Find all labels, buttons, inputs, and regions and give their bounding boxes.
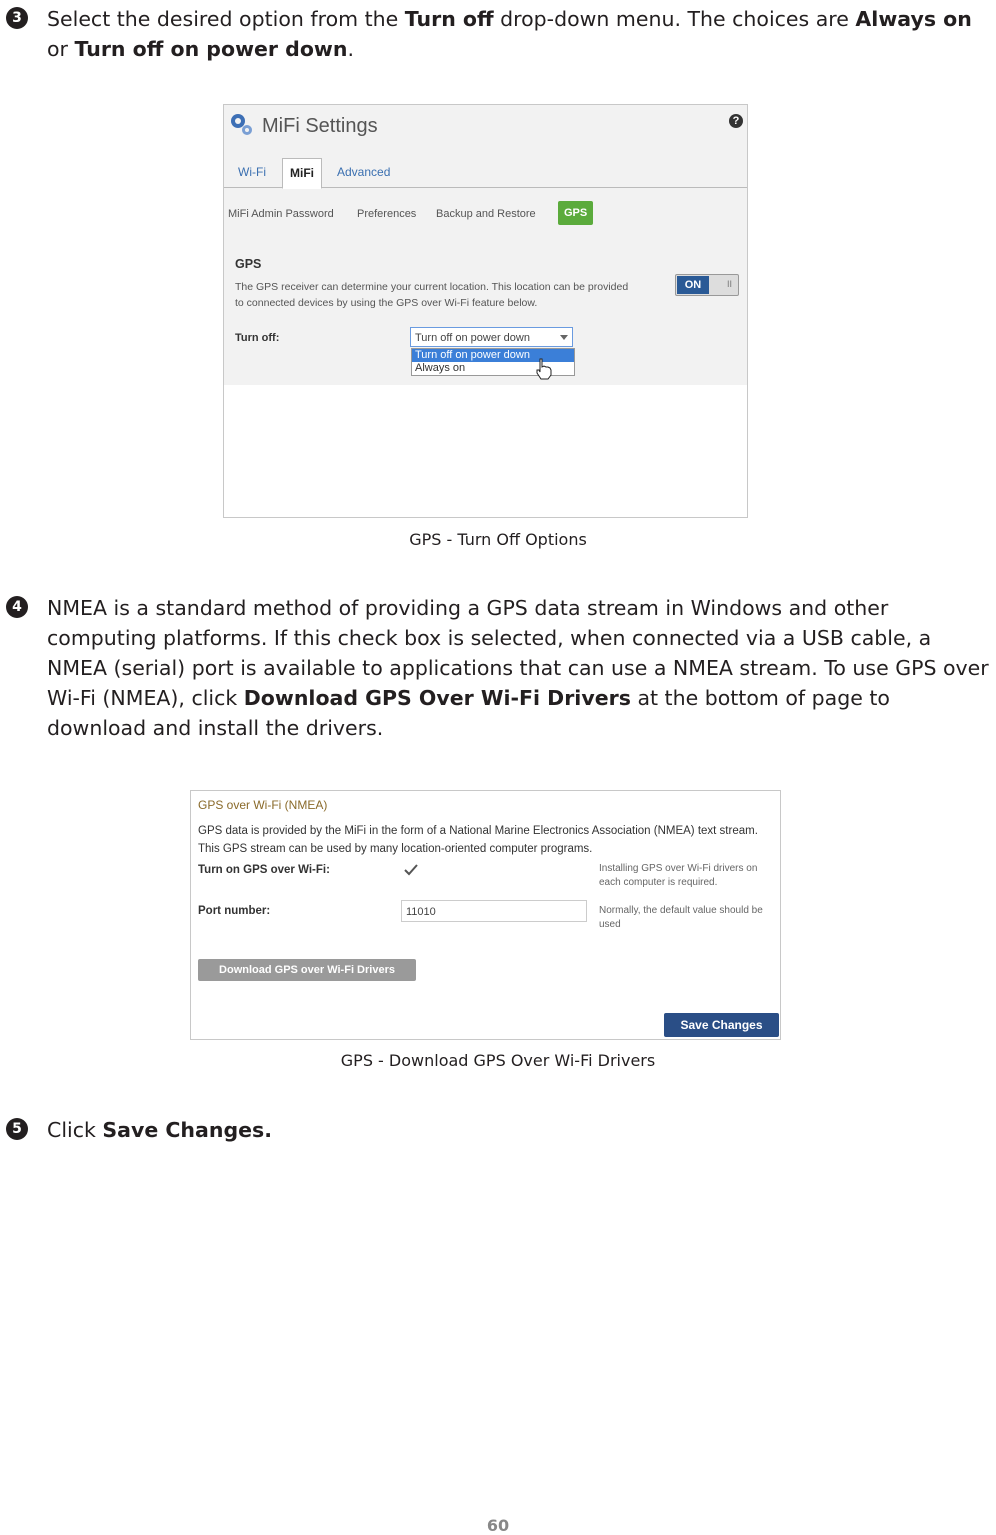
step-4-text: NMEA is a standard method of providing a GPS data stream in Windows and other computing platforms. If this check box is selected, when connected via a USB cable, a NMEA (serial) port is available to applications that can use a NMEA stream. To use GPS over Wi-Fi (NMEA), click Download GPS Over Wi-Fi Drivers at the bottom of page to download and install the drivers. xyxy=(47,596,989,740)
nmea-description: GPS data is provided by the MiFi in the form of a National Marine Electronics Association (NMEA) text stream. This GPS stream can be used by many location-oriented computer programs. xyxy=(198,825,758,855)
step-number-4: 4 xyxy=(6,596,28,618)
turn-on-gps-label: Turn on GPS over Wi-Fi: xyxy=(198,864,330,876)
settings-panel xyxy=(224,105,747,385)
turn-off-select[interactable] xyxy=(410,327,573,347)
gps-description: The GPS receiver can determine your current location. This location can be provided to connected devices by using the GPS over Wi-Fi feature below. xyxy=(235,281,629,309)
turn-on-note: Installing GPS over Wi-Fi drivers on each computer is required. xyxy=(599,863,758,888)
tab-mifi[interactable]: MiFi xyxy=(282,158,322,189)
subnav-backup-restore[interactable]: Backup and Restore xyxy=(436,208,536,220)
tab-wifi[interactable]: Wi-Fi xyxy=(238,165,266,179)
save-changes-button[interactable]: Save Changes xyxy=(664,1013,779,1037)
subnav-gps[interactable]: GPS xyxy=(558,201,593,225)
option-always-on[interactable]: Always on xyxy=(415,362,466,374)
toggle-off-label: II xyxy=(726,279,732,289)
step-number-3: 3 xyxy=(6,7,28,29)
download-drivers-button[interactable]: Download GPS over Wi-Fi Drivers xyxy=(198,959,416,981)
caption-gps-download: GPS - Download GPS Over Wi-Fi Drivers xyxy=(340,1051,656,1070)
help-icon[interactable]: ? xyxy=(729,114,743,128)
select-value: Turn off on power down xyxy=(415,332,530,344)
gps-over-wifi-checkbox[interactable] xyxy=(404,864,418,876)
gps-heading: GPS xyxy=(235,257,262,271)
step-3-text: Select the desired option from the Turn off drop-down menu. The choices are Always on or Turn off on power down. xyxy=(47,7,972,61)
subnav-admin-password[interactable]: MiFi Admin Password xyxy=(228,208,334,220)
gear-icon xyxy=(228,111,254,137)
hand-cursor-icon xyxy=(535,358,553,380)
gps-toggle[interactable] xyxy=(675,274,739,296)
turn-off-label: Turn off: xyxy=(235,332,280,344)
port-note: Normally, the default value should be used xyxy=(599,905,763,930)
page-number: 60 xyxy=(486,1516,510,1535)
port-number-input[interactable]: 11010 xyxy=(401,900,587,922)
step-5-text: Click Save Changes. xyxy=(47,1118,273,1142)
toggle-on-label: ON xyxy=(677,276,709,294)
mifi-settings-screenshot xyxy=(223,104,748,518)
tab-bar xyxy=(224,155,747,188)
tab-advanced[interactable]: Advanced xyxy=(337,165,391,179)
step-number-5: 5 xyxy=(6,1118,28,1140)
option-turn-off-on-power-down[interactable]: Turn off on power down xyxy=(412,349,574,362)
caption-gps-turn-off: GPS - Turn Off Options xyxy=(409,530,587,549)
chevron-down-icon xyxy=(560,335,568,340)
subnav-preferences[interactable]: Preferences xyxy=(357,208,417,220)
port-number-label: Port number: xyxy=(198,905,271,917)
nmea-heading: GPS over Wi-Fi (NMEA) xyxy=(198,798,328,812)
page-title: MiFi Settings xyxy=(262,115,378,137)
gps-over-wifi-screenshot xyxy=(190,790,781,1040)
